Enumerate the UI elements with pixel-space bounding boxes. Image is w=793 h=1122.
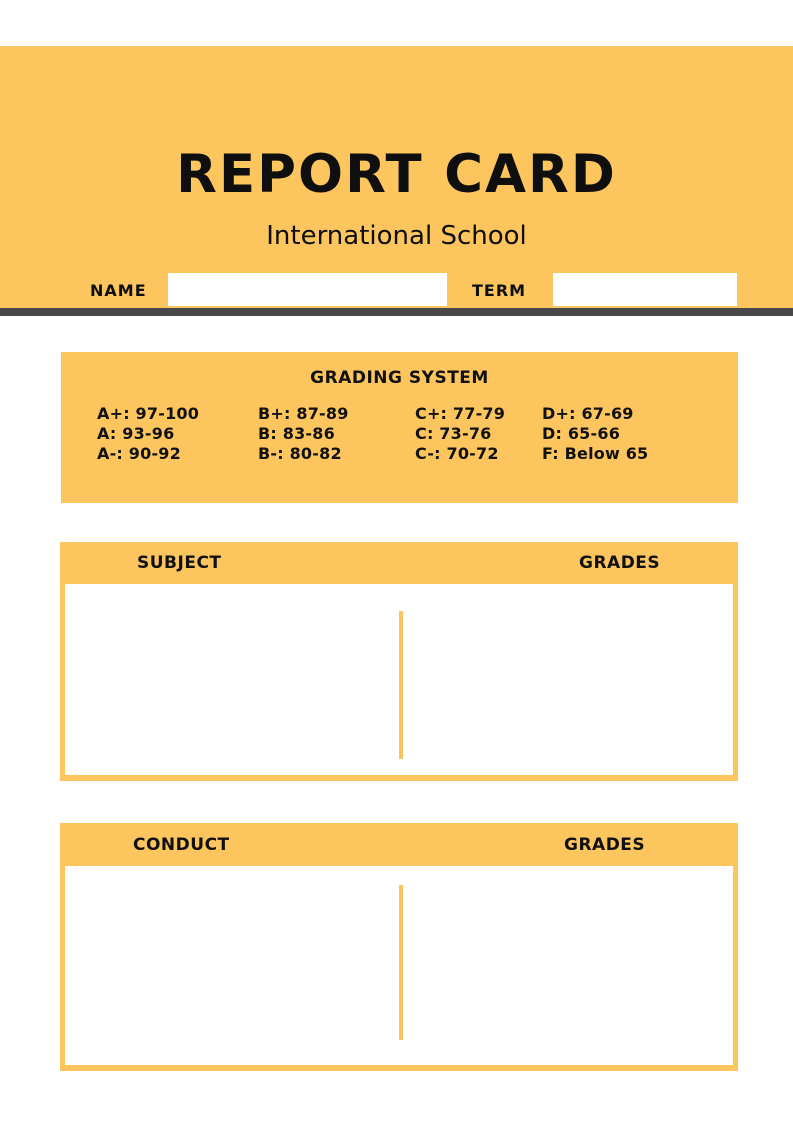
subject-entries-area[interactable] xyxy=(65,584,399,775)
grading-system-panel xyxy=(61,352,738,503)
grading-column-b xyxy=(258,404,349,464)
grading-entry: D+: 67-69 xyxy=(542,404,634,423)
grading-entry: D: 65-66 xyxy=(542,424,621,443)
subject-grades-entries-area[interactable] xyxy=(403,584,733,775)
grading-entry: C+: 77-79 xyxy=(415,404,506,423)
conduct-grades-column-header: GRADES xyxy=(564,834,646,855)
header-band xyxy=(0,46,793,308)
grading-entry: A+: 97-100 xyxy=(97,404,200,423)
name-label: NAME xyxy=(90,281,147,300)
name-input[interactable] xyxy=(168,273,447,306)
grading-system-title: GRADING SYSTEM xyxy=(310,368,489,388)
conduct-column-header: CONDUCT xyxy=(133,834,230,855)
subject-grades-column-header: GRADES xyxy=(579,553,661,573)
subject-table-body xyxy=(60,584,738,781)
grading-entry: B-: 80-82 xyxy=(258,444,342,463)
header-divider-bar xyxy=(0,308,793,316)
conduct-table xyxy=(60,823,738,1071)
grading-entry: F: Below 65 xyxy=(542,444,649,463)
grading-column-c xyxy=(415,404,505,464)
grading-column-d-f xyxy=(542,404,648,464)
conduct-entries-area[interactable] xyxy=(65,866,399,1065)
grading-entry: A: 93-96 xyxy=(97,424,175,443)
term-input[interactable] xyxy=(553,273,737,306)
page-title: REPORT CARD xyxy=(176,144,617,205)
term-label: TERM xyxy=(472,281,527,300)
grading-entry: B+: 87-89 xyxy=(258,404,349,423)
subject-column-header: SUBJECT xyxy=(137,553,222,573)
subject-table-header xyxy=(60,542,738,584)
grading-entry: C-: 70-72 xyxy=(415,444,499,463)
grading-entry: B: 83-86 xyxy=(258,424,335,443)
subject-table xyxy=(60,542,738,781)
conduct-table-body xyxy=(60,866,738,1071)
conduct-table-header xyxy=(60,823,738,866)
grading-entry: C: 73-76 xyxy=(415,424,492,443)
conduct-grades-entries-area[interactable] xyxy=(403,866,733,1065)
grading-entry: A-: 90-92 xyxy=(97,444,181,463)
grading-column-a xyxy=(97,404,199,464)
school-subtitle: International School xyxy=(266,221,527,251)
